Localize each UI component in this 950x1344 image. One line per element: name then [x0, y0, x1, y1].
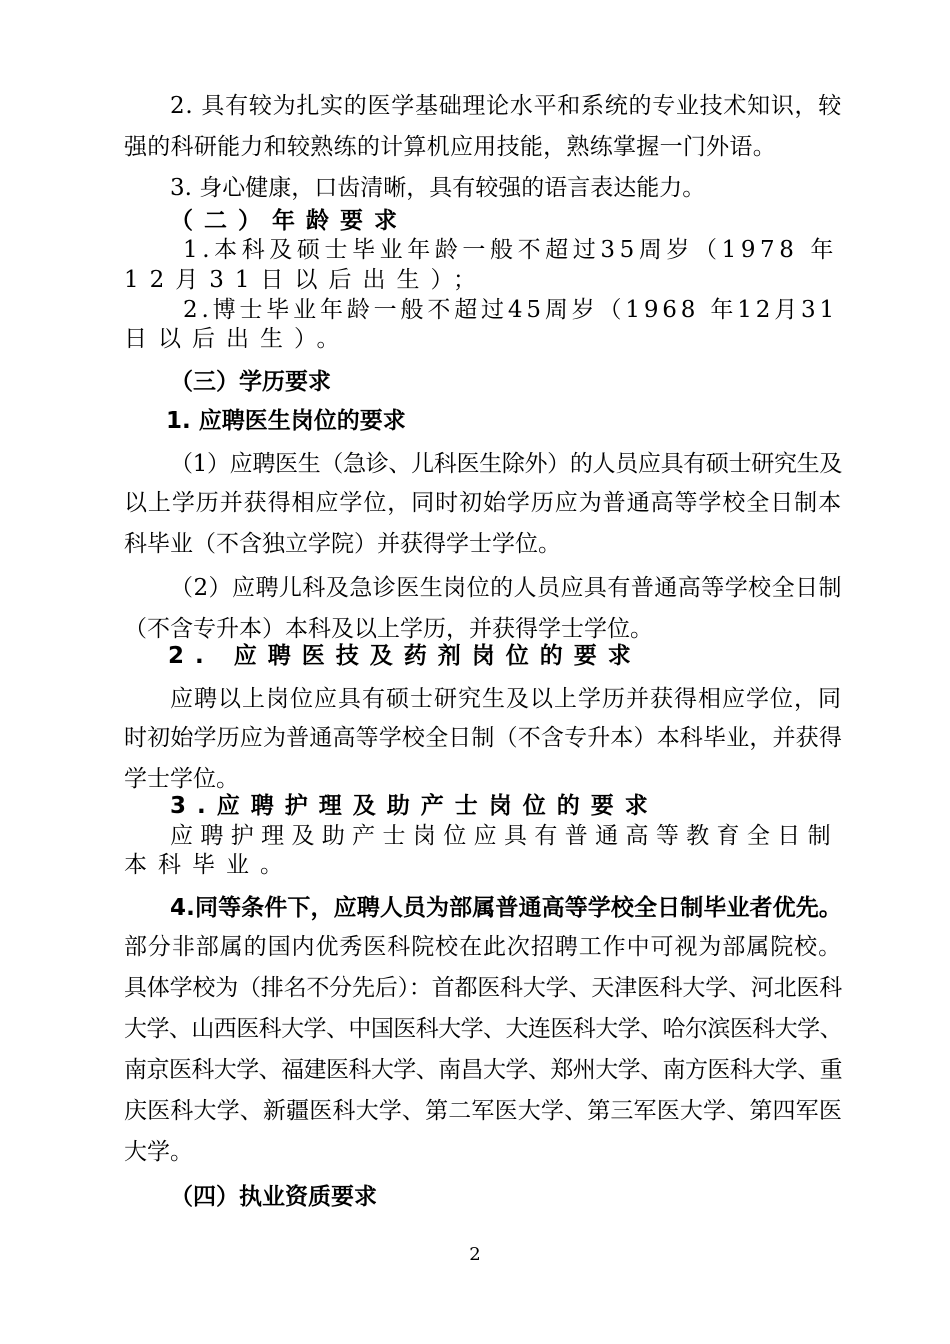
body-text-line: 2. 具有较为扎实的医学基础理论水平和系统的专业技术知识，较 [170, 93, 842, 119]
body-text-line: 本科毕业。 [124, 852, 294, 878]
body-text-line: 12月31日以后出生）； [124, 267, 488, 293]
section-heading: （二）年龄要求 [170, 208, 408, 234]
body-text-line: 大学、山西医科大学、中国医科大学、大连医科大学、哈尔滨医科大学、 [124, 1016, 842, 1042]
body-text-line: （2）应聘儿科及急诊医生岗位的人员应具有普通高等学校全日制 [170, 575, 842, 601]
page-number: 2 [469, 1244, 481, 1265]
body-text-line: 应聘护理及助产士岗位应具有普通高等教育全日制 [170, 823, 838, 849]
body-text-line: 1.本科及硕士毕业年龄一般不超过35周岁（1978 年 [183, 237, 838, 263]
body-text-line: （不含专升本）本科及以上学历，并获得学士学位。 [124, 616, 653, 642]
body-text-line: 南京医科大学、福建医科大学、南昌大学、郑州大学、南方医科大学、重 [124, 1057, 842, 1083]
body-text-line: 日以后出生）。 [124, 326, 351, 352]
body-text-line: 科毕业（不含独立学院）并获得学士学位。 [124, 531, 561, 557]
section-heading: 2. 应聘医技及药剂岗位的要求 [168, 643, 642, 669]
body-text-line: 以上学历并获得相应学位，同时初始学历应为普通高等学校全日制本 [124, 490, 842, 516]
section-heading: 3.应聘护理及助产士岗位的要求 [170, 793, 659, 819]
section-heading: （四）执业资质要求 [170, 1184, 377, 1210]
body-text-line: （1）应聘医生（急诊、儿科医生除外）的人员应具有硕士研究生及 [170, 451, 842, 477]
body-text-line: 2.博士毕业年龄一般不超过45周岁（1968 年12月31 [183, 297, 838, 323]
body-text-line: 庆医科大学、新疆医科大学、第二军医大学、第三军医大学、第四军医 [124, 1098, 842, 1124]
body-text-line: 学士学位。 [124, 766, 239, 792]
body-text-line: 3. 身心健康，口齿清晰，具有较强的语言表达能力。 [170, 175, 706, 201]
body-text-line: 时初始学历应为普通高等学校全日制（不含专升本）本科毕业，并获得 [124, 725, 842, 751]
body-text-line: 大学。 [124, 1139, 193, 1165]
section-heading: 1. 应聘医生岗位的要求 [166, 408, 406, 434]
section-heading: 4.同等条件下，应聘人员为部属普通高等学校全日制毕业者优先。 [170, 895, 842, 921]
body-text-line: 具体学校为（排名不分先后）：首都医科大学、天津医科大学、河北医科 [124, 975, 842, 1001]
body-text-line: 应聘以上岗位应具有硕士研究生及以上学历并获得相应学位，同 [170, 686, 842, 712]
body-text-line: 部分非部属的国内优秀医科院校在此次招聘工作中可视为部属院校。 [124, 934, 842, 960]
section-heading: （三）学历要求 [170, 369, 331, 395]
body-text-line: 强的科研能力和较熟练的计算机应用技能，熟练掌握一门外语。 [124, 134, 776, 160]
